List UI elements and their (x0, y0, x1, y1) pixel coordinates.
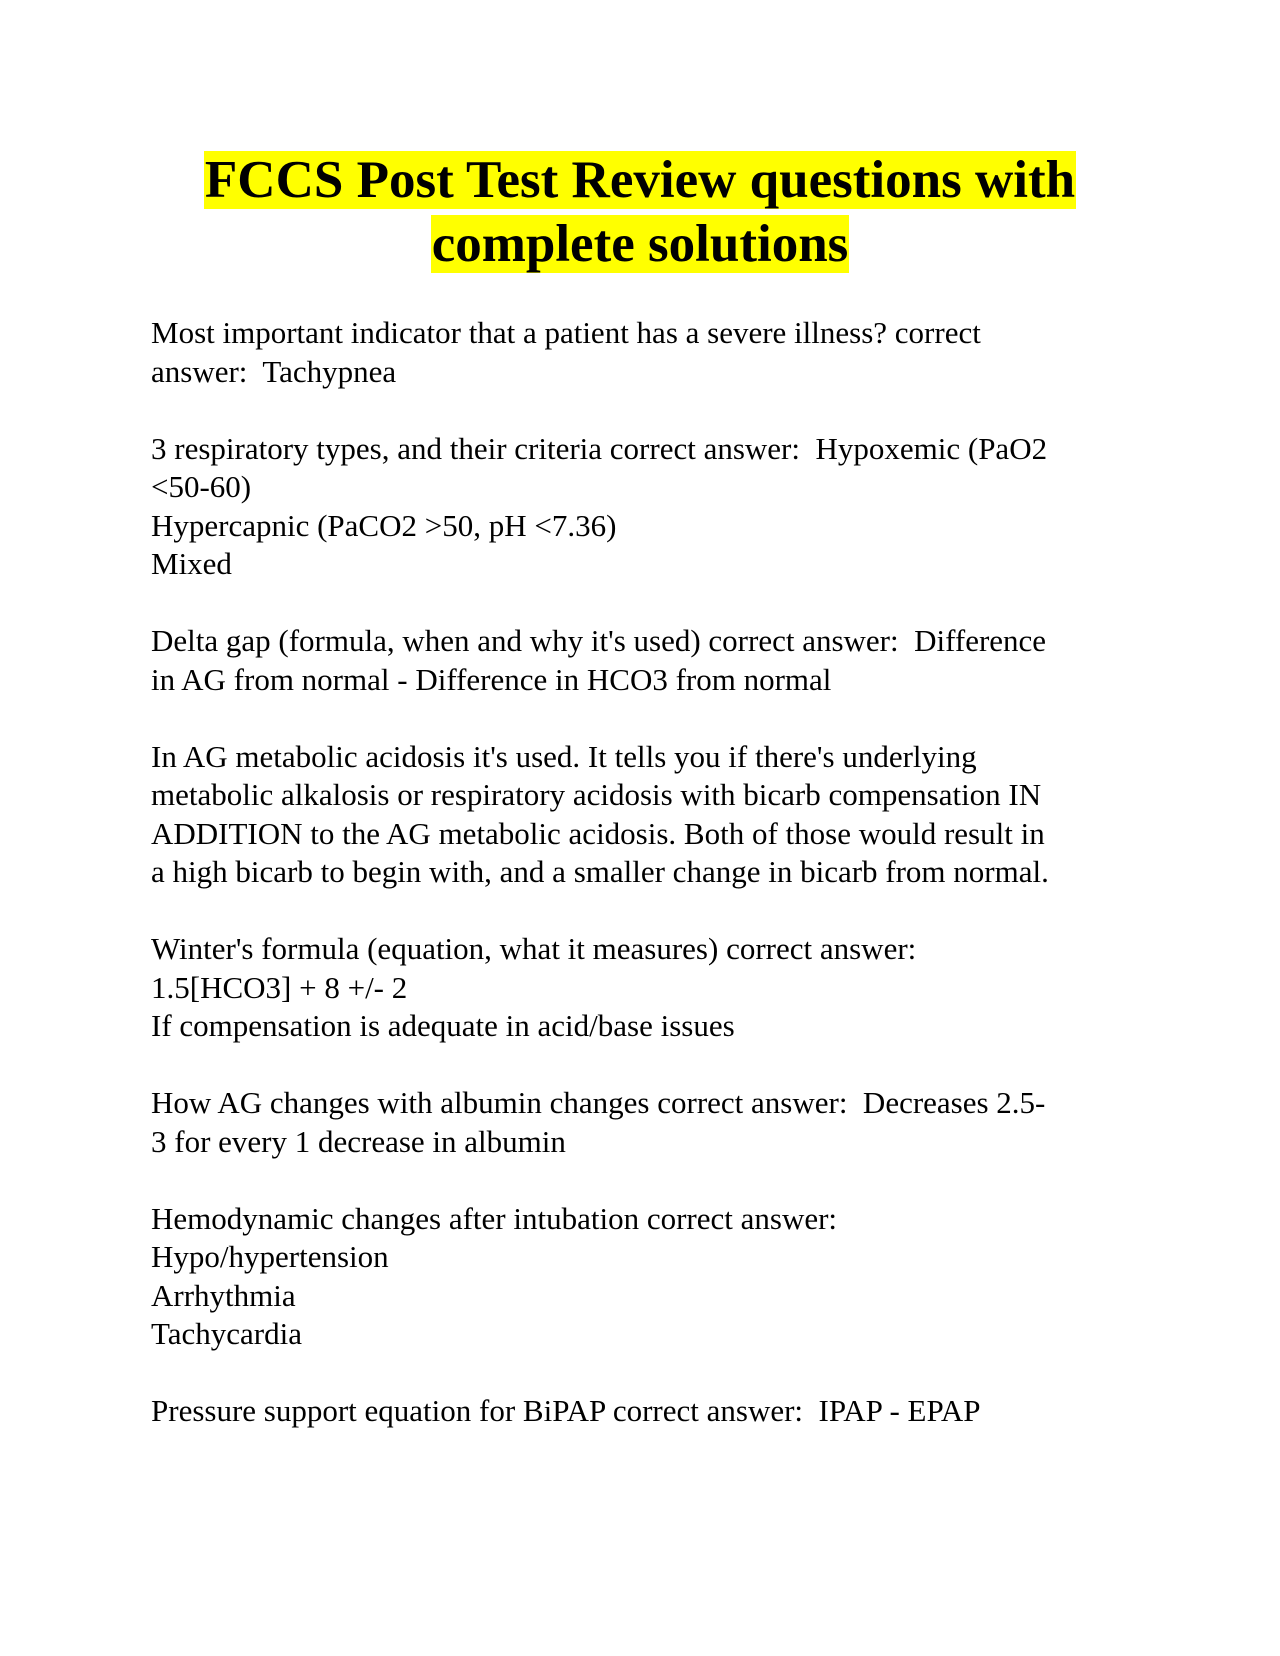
paragraph-spacer (151, 892, 1141, 931)
text-line: ADDITION to the AG metabolic acidosis. Both of those would result in (151, 815, 1045, 851)
text-line: In AG metabolic acidosis it's used. It tells you if there's underlying (151, 738, 977, 774)
paragraph-spacer (151, 391, 1141, 430)
text-line: Most important indicator that a patient has a severe illness? correct (151, 315, 981, 350)
document-body (151, 314, 1141, 1431)
text-line: <50-60) (151, 469, 252, 504)
title-line-1-text: FCCS Post Test Review questions with (204, 151, 1076, 209)
paragraph-spacer (151, 1354, 1141, 1393)
text-line: Tachycardia (151, 1316, 303, 1351)
paragraph-ag-acidosis (151, 738, 1141, 892)
text-line: Hemodynamic changes after intubation correct answer: (151, 1200, 838, 1236)
text-line: Pressure support equation for BiPAP correct answer: IPAP - EPAP (151, 1393, 981, 1428)
paragraph-bipap (151, 1392, 1141, 1431)
paragraph-delta-gap (151, 622, 1141, 699)
text-line: Mixed (151, 546, 232, 581)
text-line: If compensation is adequate in acid/base issues (151, 1008, 735, 1043)
text-line: 3 respiratory types, and their criteria correct answer: Hypoxemic (PaO2 (151, 430, 1048, 466)
paragraph-spacer (151, 699, 1141, 738)
text-line: Hypo/hypertension (151, 1239, 389, 1274)
text-line: metabolic alkalosis or respiratory acidosis with bicarb compensation IN (151, 777, 1042, 812)
title-line-1 (0, 148, 1280, 212)
text-line: 3 for every 1 decrease in albumin (151, 1123, 566, 1159)
text-line: Delta gap (formula, when and why it's used) correct answer: Difference (151, 623, 1047, 658)
paragraph-albumin (151, 1084, 1141, 1161)
text-line: 1.5[HCO3] + 8 +/- 2 (151, 969, 408, 1005)
paragraph-respiratory-types (151, 430, 1141, 584)
paragraph-spacer (151, 1046, 1141, 1085)
text-line: answer: Tachypnea (151, 353, 397, 389)
text-line: How AG changes with albumin changes correct answer: Decreases 2.5- (151, 1085, 1046, 1120)
paragraph-winters-formula (151, 930, 1141, 1046)
title-line-2-text: complete solutions (431, 215, 849, 273)
paragraph-spacer (151, 584, 1141, 623)
title-line-2 (0, 212, 1280, 276)
paragraph-severe-illness (151, 314, 1141, 391)
text-line: a high bicarb to begin with, and a smaller change in bicarb from normal. (151, 854, 1049, 889)
text-line: in AG from normal - Difference in HCO3 from normal (151, 661, 832, 697)
paragraph-spacer (151, 1161, 1141, 1200)
text-line: Hypercapnic (PaCO2 >50, pH <7.36) (151, 507, 617, 543)
text-line: Winter's formula (equation, what it measures) correct answer: (151, 931, 917, 966)
text-line: Arrhythmia (151, 1277, 296, 1313)
document-title (0, 148, 1280, 276)
paragraph-intubation (151, 1200, 1141, 1354)
